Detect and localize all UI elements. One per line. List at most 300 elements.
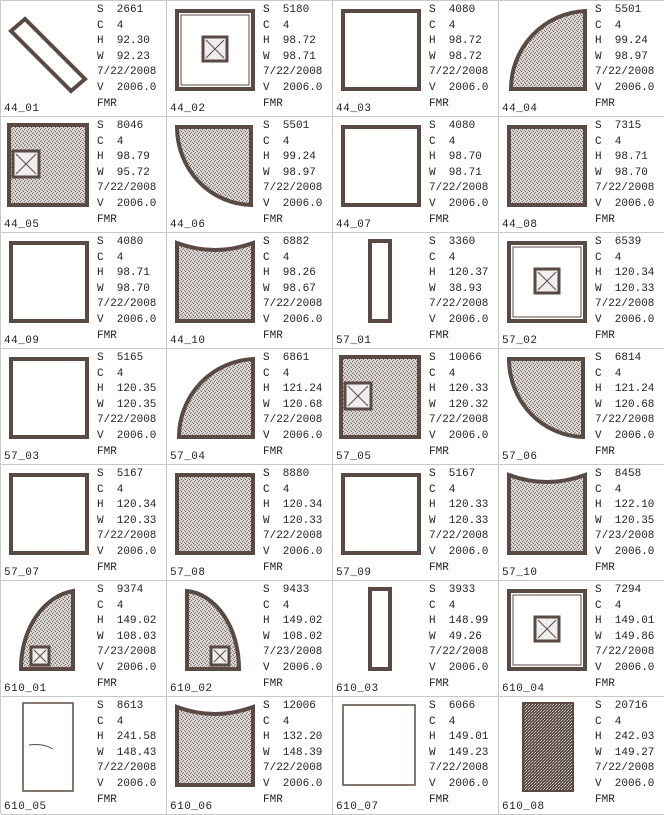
height-value: H 120.34: [97, 499, 157, 512]
version-value: V 2006.0: [595, 197, 655, 210]
width-value: W 120.33: [263, 514, 323, 527]
width-value: W 98.70: [595, 166, 648, 179]
color-count: C 4: [263, 599, 290, 612]
height-value: H 92.30: [97, 35, 150, 48]
height-value: H 121.24: [263, 383, 323, 396]
design-label: 57_07: [4, 567, 40, 579]
design-label: 610_04: [502, 683, 545, 695]
color-count: C 4: [429, 367, 456, 380]
stitch-count: S 10066: [429, 352, 482, 364]
color-count: C 4: [429, 483, 456, 496]
version-value: V 2006.0: [97, 545, 157, 558]
tall-rect-dense-fill-icon: [501, 699, 591, 797]
stitch-count: S 8880: [263, 468, 310, 480]
design-info: [595, 235, 654, 344]
design-label: 44_07: [336, 219, 372, 231]
format-value: FMR: [97, 561, 117, 574]
design-info: [429, 583, 488, 692]
stitch-count: S 5167: [429, 468, 476, 480]
date-value: 7/22/2008: [97, 182, 157, 195]
date-value: 7/22/2008: [263, 298, 323, 311]
date-value: 7/23/2008: [595, 530, 655, 543]
date-value: 7/22/2008: [429, 762, 489, 775]
height-value: H 99.24: [263, 151, 316, 164]
stitch-count: S 3360: [429, 236, 476, 248]
version-value: V 2006.0: [263, 81, 323, 94]
design-info: [263, 3, 322, 112]
design-label: 57_02: [502, 335, 538, 347]
design-info: [263, 699, 322, 808]
height-value: H 120.33: [429, 383, 489, 396]
design-info: [429, 351, 488, 460]
version-value: V 2006.0: [595, 777, 655, 790]
design-info: [429, 699, 488, 808]
square-thin-icon: [335, 699, 425, 797]
format-value: FMR: [595, 213, 615, 226]
height-value: H 149.01: [429, 731, 489, 744]
width-value: W 49.26: [429, 630, 482, 643]
version-value: V 2006.0: [263, 661, 323, 674]
design-info: [263, 351, 322, 460]
width-value: W 98.71: [429, 166, 482, 179]
stitch-count: S 6882: [263, 236, 310, 248]
date-value: 7/22/2008: [263, 182, 323, 195]
version-value: V 2006.0: [97, 777, 157, 790]
square-filled-icon: [501, 119, 591, 217]
height-value: H 98.72: [263, 35, 316, 48]
version-value: V 2006.0: [595, 661, 655, 674]
width-value: W 149.27: [595, 746, 655, 759]
design-info: [595, 119, 654, 228]
design-cell[interactable]: [167, 117, 333, 233]
design-info: [595, 699, 654, 808]
height-value: H 98.71: [595, 151, 648, 164]
quarter-circle-filled-icon: [169, 351, 259, 449]
date-value: 7/22/2008: [429, 646, 489, 659]
date-value: 7/22/2008: [429, 66, 489, 79]
color-count: C 4: [595, 135, 622, 148]
width-value: W 120.33: [429, 514, 489, 527]
color-count: C 4: [595, 367, 622, 380]
color-count: C 4: [429, 715, 456, 728]
narrow-rect-icon: [335, 583, 425, 681]
stitch-count: S 5180: [263, 4, 310, 16]
design-info: [97, 583, 156, 692]
design-label: 44_01: [4, 103, 40, 115]
design-info: [97, 699, 156, 808]
format-value: FMR: [97, 329, 117, 342]
format-value: FMR: [595, 561, 615, 574]
design-cell[interactable]: [1, 465, 167, 581]
height-value: H 98.26: [263, 267, 316, 280]
width-value: W 92.23: [97, 50, 150, 63]
square-small-x-center-icon: [501, 235, 591, 333]
design-cell[interactable]: [333, 581, 499, 697]
stitch-count: S 7294: [595, 584, 642, 596]
format-value: FMR: [429, 677, 449, 690]
color-count: C 4: [97, 715, 124, 728]
design-label: 44_02: [170, 103, 206, 115]
format-value: FMR: [263, 561, 283, 574]
design-cell[interactable]: [1, 1, 167, 117]
version-value: V 2006.0: [595, 429, 655, 442]
height-value: H 120.33: [429, 499, 489, 512]
color-count: C 4: [595, 715, 622, 728]
version-value: V 2006.0: [263, 197, 323, 210]
design-info: [595, 467, 654, 576]
design-cell[interactable]: [333, 465, 499, 581]
design-label: 57_09: [336, 567, 372, 579]
design-label: 57_03: [4, 451, 40, 463]
format-value: FMR: [595, 329, 615, 342]
color-count: C 4: [429, 251, 456, 264]
color-count: C 4: [429, 19, 456, 32]
height-value: H 132.20: [263, 731, 323, 744]
format-value: FMR: [263, 329, 283, 342]
height-value: H 149.01: [595, 615, 655, 628]
height-value: H 98.70: [429, 151, 482, 164]
design-label: 57_10: [502, 567, 538, 579]
design-cell[interactable]: [499, 1, 664, 117]
design-info: [429, 3, 488, 112]
stitch-count: S 4080: [429, 4, 476, 16]
format-value: FMR: [263, 213, 283, 226]
design-label: 57_04: [170, 451, 206, 463]
version-value: V 2006.0: [97, 81, 157, 94]
format-value: FMR: [429, 213, 449, 226]
format-value: FMR: [429, 445, 449, 458]
design-label: 57_06: [502, 451, 538, 463]
square-filled-small-left-icon: [3, 119, 93, 217]
version-value: V 2006.0: [429, 429, 489, 442]
width-value: W 120.32: [429, 398, 489, 411]
date-value: 7/22/2008: [595, 646, 655, 659]
design-cell[interactable]: [167, 465, 333, 581]
design-label: 610_01: [4, 683, 47, 695]
stitch-count: S 8046: [97, 120, 144, 132]
color-count: C 4: [97, 367, 124, 380]
square-filled-icon: [169, 467, 259, 565]
design-info: [263, 235, 322, 344]
square-small-x-center-icon: [501, 583, 591, 681]
design-info: [429, 467, 488, 576]
color-count: C 4: [595, 19, 622, 32]
design-cell[interactable]: [167, 581, 333, 697]
version-value: V 2006.0: [595, 81, 655, 94]
height-value: H 242.03: [595, 731, 655, 744]
color-count: C 4: [263, 251, 290, 264]
format-value: FMR: [429, 561, 449, 574]
color-count: C 4: [263, 715, 290, 728]
square-outline-icon: [3, 235, 93, 333]
width-value: W 148.43: [97, 746, 157, 759]
color-count: C 4: [263, 483, 290, 496]
date-value: 7/22/2008: [429, 298, 489, 311]
color-count: C 4: [97, 483, 124, 496]
design-cell[interactable]: [1, 581, 167, 697]
format-value: FMR: [97, 445, 117, 458]
date-value: 7/22/2008: [429, 530, 489, 543]
diag-rect-icon: [3, 3, 93, 101]
version-value: V 2006.0: [429, 197, 489, 210]
design-label: 610_02: [170, 683, 213, 695]
format-value: FMR: [263, 445, 283, 458]
color-count: C 4: [97, 19, 124, 32]
square-filled-small-left-icon: [335, 351, 425, 449]
date-value: 7/22/2008: [429, 182, 489, 195]
date-value: 7/22/2008: [595, 414, 655, 427]
square-outline-icon: [335, 467, 425, 565]
date-value: 7/22/2008: [263, 414, 323, 427]
date-value: 7/22/2008: [595, 182, 655, 195]
width-value: W 98.71: [263, 50, 316, 63]
color-count: C 4: [429, 135, 456, 148]
width-value: W 148.39: [263, 746, 323, 759]
design-cell[interactable]: [333, 117, 499, 233]
height-value: H 121.24: [595, 383, 655, 396]
format-value: FMR: [97, 213, 117, 226]
stitch-count: S 6814: [595, 352, 642, 364]
date-value: 7/22/2008: [595, 762, 655, 775]
design-cell[interactable]: [1, 697, 167, 815]
design-info: [97, 3, 156, 112]
design-cell[interactable]: [333, 697, 499, 815]
color-count: C 4: [429, 599, 456, 612]
version-value: V 2006.0: [97, 661, 157, 674]
version-value: V 2006.0: [263, 313, 323, 326]
stitch-count: S 5501: [263, 120, 310, 132]
date-value: 7/22/2008: [263, 66, 323, 79]
width-value: W 98.72: [429, 50, 482, 63]
color-count: C 4: [595, 599, 622, 612]
design-info: [263, 583, 322, 692]
version-value: V 2006.0: [97, 197, 157, 210]
design-label: 44_04: [502, 103, 538, 115]
version-value: V 2006.0: [429, 661, 489, 674]
design-label: 44_08: [502, 219, 538, 231]
design-label: 610_07: [336, 801, 379, 813]
height-value: H 120.34: [263, 499, 323, 512]
stitch-count: S 5165: [97, 352, 144, 364]
height-value: H 149.02: [97, 615, 157, 628]
color-count: C 4: [263, 135, 290, 148]
format-value: FMR: [595, 445, 615, 458]
height-value: H 98.79: [97, 151, 150, 164]
version-value: V 2006.0: [429, 313, 489, 326]
color-count: C 4: [263, 367, 290, 380]
width-value: W 38.93: [429, 282, 482, 295]
quarter-circle-right-filled-icon: [501, 351, 591, 449]
design-info: [97, 351, 156, 460]
version-value: V 2006.0: [429, 777, 489, 790]
date-value: 7/22/2008: [97, 762, 157, 775]
stitch-count: S 6066: [429, 700, 476, 712]
design-info: [97, 467, 156, 576]
square-outline-icon: [335, 119, 425, 217]
width-value: W 98.70: [97, 282, 150, 295]
design-cell[interactable]: [1, 233, 167, 349]
square-outline-icon: [3, 467, 93, 565]
design-info: [595, 351, 654, 460]
stitch-count: S 7315: [595, 120, 642, 132]
square-small-x-center-icon: [169, 3, 259, 101]
curved-top-filled-icon: [169, 235, 259, 333]
date-value: 7/22/2008: [263, 762, 323, 775]
height-value: H 120.34: [595, 267, 655, 280]
date-value: 7/22/2008: [97, 66, 157, 79]
design-cell[interactable]: [167, 349, 333, 465]
version-value: V 2006.0: [97, 429, 157, 442]
square-outline-icon: [3, 351, 93, 449]
format-value: FMR: [97, 97, 117, 110]
design-label: 44_09: [4, 335, 40, 347]
design-cell[interactable]: [499, 581, 664, 697]
color-count: C 4: [595, 483, 622, 496]
design-info: [429, 235, 488, 344]
stitch-count: S 4080: [97, 236, 144, 248]
version-value: V 2006.0: [97, 313, 157, 326]
design-info: [263, 119, 322, 228]
color-count: C 4: [595, 251, 622, 264]
format-value: FMR: [263, 97, 283, 110]
format-value: FMR: [263, 793, 283, 806]
stitch-count: S 5501: [595, 4, 642, 16]
color-count: C 4: [263, 19, 290, 32]
width-value: W 98.97: [595, 50, 648, 63]
height-value: H 149.02: [263, 615, 323, 628]
design-cell[interactable]: [333, 1, 499, 117]
design-cell[interactable]: [167, 1, 333, 117]
design-cell[interactable]: [333, 349, 499, 465]
version-value: V 2006.0: [429, 545, 489, 558]
date-value: 7/22/2008: [97, 530, 157, 543]
design-cell[interactable]: [499, 117, 664, 233]
date-value: 7/22/2008: [97, 298, 157, 311]
version-value: V 2006.0: [595, 313, 655, 326]
stitch-count: S 6539: [595, 236, 642, 248]
format-value: FMR: [429, 793, 449, 806]
design-label: 44_05: [4, 219, 40, 231]
version-value: V 2006.0: [429, 81, 489, 94]
version-value: V 2006.0: [263, 429, 323, 442]
stitch-count: S 6861: [263, 352, 310, 364]
height-value: H 120.35: [97, 383, 157, 396]
width-value: W 95.72: [97, 166, 150, 179]
design-cell[interactable]: [1, 349, 167, 465]
color-count: C 4: [97, 251, 124, 264]
format-value: FMR: [595, 793, 615, 806]
format-value: FMR: [97, 793, 117, 806]
design-cell[interactable]: [499, 233, 664, 349]
format-value: FMR: [595, 97, 615, 110]
design-label: 57_08: [170, 567, 206, 579]
width-value: W 98.67: [263, 282, 316, 295]
version-value: V 2006.0: [263, 545, 323, 558]
version-value: V 2006.0: [595, 545, 655, 558]
design-cell[interactable]: [1, 117, 167, 233]
stitch-count: S 9374: [97, 584, 144, 596]
stitch-count: S 5167: [97, 468, 144, 480]
width-value: W 98.97: [263, 166, 316, 179]
quarter-circle-right-small-square-icon: [169, 583, 259, 681]
stitch-count: S 8613: [97, 700, 144, 712]
design-label: 44_10: [170, 335, 206, 347]
format-value: FMR: [429, 329, 449, 342]
design-cell[interactable]: [499, 349, 664, 465]
design-label: 44_06: [170, 219, 206, 231]
design-label: 44_03: [336, 103, 372, 115]
stitch-count: S 9433: [263, 584, 310, 596]
design-info: [97, 119, 156, 228]
curved-top-filled-icon: [501, 467, 591, 565]
design-info: [429, 119, 488, 228]
date-value: 7/22/2008: [595, 66, 655, 79]
date-value: 7/22/2008: [263, 530, 323, 543]
design-cell[interactable]: [499, 697, 664, 815]
design-cell[interactable]: [167, 233, 333, 349]
width-value: W 108.02: [263, 630, 323, 643]
date-value: 7/23/2008: [97, 646, 157, 659]
height-value: H 122.10: [595, 499, 655, 512]
stitch-count: S 20716: [595, 700, 648, 712]
design-info: [595, 3, 654, 112]
height-value: H 120.37: [429, 267, 489, 280]
design-label: 610_05: [4, 801, 47, 813]
width-value: W 120.33: [595, 282, 655, 295]
stitch-count: S 12006: [263, 700, 316, 712]
stitch-count: S 2661: [97, 4, 144, 16]
stitch-count: S 3933: [429, 584, 476, 596]
format-value: FMR: [263, 677, 283, 690]
color-count: C 4: [97, 599, 124, 612]
width-value: W 149.23: [429, 746, 489, 759]
design-label: 610_06: [170, 801, 213, 813]
design-cell[interactable]: [499, 465, 664, 581]
design-cell[interactable]: [333, 233, 499, 349]
tall-rect-thin-icon: [3, 699, 93, 797]
date-value: 7/22/2008: [97, 414, 157, 427]
narrow-rect-icon: [335, 235, 425, 333]
date-value: 7/22/2008: [429, 414, 489, 427]
stitch-count: S 8458: [595, 468, 642, 480]
format-value: FMR: [429, 97, 449, 110]
date-value: 7/23/2008: [263, 646, 323, 659]
design-label: 57_01: [336, 335, 372, 347]
height-value: H 98.72: [429, 35, 482, 48]
quarter-circle-small-square-icon: [3, 583, 93, 681]
width-value: W 120.35: [97, 398, 157, 411]
stitch-count: S 4080: [429, 120, 476, 132]
design-label: 610_03: [336, 683, 379, 695]
width-value: W 120.35: [595, 514, 655, 527]
design-cell[interactable]: [167, 697, 333, 815]
version-value: V 2006.0: [263, 777, 323, 790]
format-value: FMR: [97, 677, 117, 690]
width-value: W 120.68: [263, 398, 323, 411]
design-info: [595, 583, 654, 692]
width-value: W 120.68: [595, 398, 655, 411]
design-label: 610_08: [502, 801, 545, 813]
square-outline-icon: [335, 3, 425, 101]
date-value: 7/22/2008: [595, 298, 655, 311]
color-count: C 4: [97, 135, 124, 148]
quarter-circle-filled-icon: [501, 3, 591, 101]
curved-top-filled-icon: [169, 699, 259, 797]
height-value: H 99.24: [595, 35, 648, 48]
format-value: FMR: [595, 677, 615, 690]
width-value: W 120.33: [97, 514, 157, 527]
design-info: [97, 235, 156, 344]
